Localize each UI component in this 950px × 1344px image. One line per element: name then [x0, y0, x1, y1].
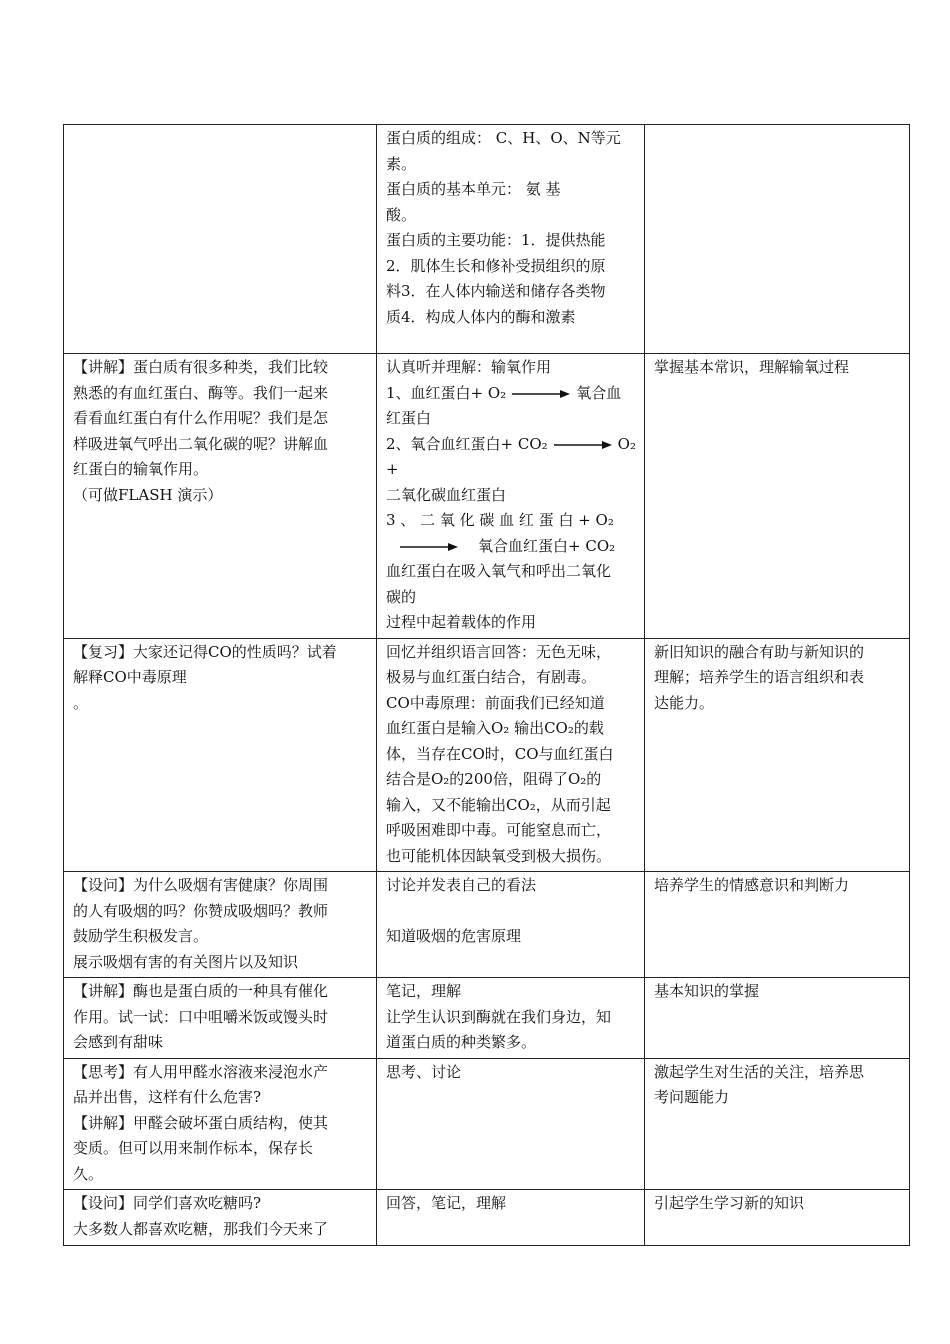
text-line: 作用。试一试：口中咀嚼米饭或馒头时	[73, 1007, 329, 1026]
lesson-plan-table	[63, 124, 910, 1246]
equation-right: 氧合血红蛋白+ CO₂	[478, 536, 616, 555]
design-intent-cell	[645, 1190, 910, 1246]
text-line: 呼吸困难即中毒。可能窒息而亡，	[386, 821, 612, 839]
student-activity-cell	[377, 638, 645, 872]
design-intent-cell	[645, 354, 910, 639]
equation-right: O₂	[617, 434, 636, 453]
table-row	[64, 978, 910, 1059]
reaction-arrow-icon	[554, 440, 612, 450]
text-line: 酸。	[386, 205, 417, 224]
text-line: 变质。但可以用来制作标本，保存长	[73, 1139, 314, 1157]
text-line: 【讲解】蛋白质有很多种类，我们比较	[73, 358, 329, 376]
text-line: 蛋白质的基本单元： 氨 基	[386, 180, 561, 198]
text-line: 结合是O₂的200倍，阻碍了O₂的	[386, 770, 602, 788]
text-line: 知道吸烟的危害原理	[386, 926, 522, 945]
equation-left: 1、血红蛋白+ O₂	[386, 383, 507, 402]
text-line: 【设问】为什么吸烟有害健康？你周围	[73, 876, 329, 894]
equation-left: 2、氧合血红蛋白+ CO₂	[386, 434, 548, 453]
text-line: 【设问】同学们喜欢吃糖吗?	[73, 1194, 262, 1212]
text-line: 鼓励学生积极发言。	[73, 927, 209, 945]
student-activity-cell	[377, 978, 645, 1059]
text-line: 大多数人都喜欢吃糖，那我们今天来了	[73, 1219, 329, 1238]
text-line: 会感到有甜味	[73, 1033, 164, 1051]
text-line: 久。	[73, 1164, 104, 1183]
table-row	[64, 354, 910, 639]
text-line: 达能力。	[654, 693, 715, 712]
text-line: 【讲解】甲醛会破坏蛋白质结构，使其	[73, 1113, 329, 1132]
student-activity-cell	[377, 1058, 645, 1190]
text-line: 血红蛋白在吸入氧气和呼出二氧化	[386, 562, 612, 580]
student-activity-cell	[377, 1190, 645, 1246]
text-line: +	[386, 460, 399, 478]
spacer	[386, 899, 636, 924]
text-line: 回答，笔记，理解	[386, 1194, 507, 1212]
text-line: 培养学生的情感意识和判断力	[654, 876, 850, 894]
table-row	[64, 1190, 910, 1246]
text-line: 【复习】大家还记得CO的性质吗？试着	[73, 642, 337, 661]
text-line: 的人有吸烟的吗？你赞成吸烟吗？教师	[73, 901, 329, 920]
text-line: 掌握基本常识，理解输氧过程	[654, 358, 850, 376]
table-row	[64, 125, 910, 354]
teacher-activity-cell	[64, 125, 377, 354]
equation-line	[386, 534, 636, 560]
text-line: 血红蛋白是输入O₂ 输出CO₂的载	[386, 719, 604, 737]
teacher-activity-cell	[64, 1058, 377, 1190]
text-line: 考问题能力	[654, 1088, 730, 1106]
design-intent-cell	[645, 638, 910, 872]
text-line: 输入，又不能输出CO₂，从而引起	[386, 795, 611, 814]
text-line: 道蛋白质的种类繁多。	[386, 1033, 537, 1051]
text-line: 二氧化碳血红蛋白	[386, 485, 507, 504]
teacher-activity-cell	[64, 1190, 377, 1246]
text-line: 理解；培养学生的语言组织和表	[654, 668, 865, 686]
text-line: 看看血红蛋白有什么作用呢？我们是怎	[73, 409, 329, 427]
text-line: 。	[73, 693, 89, 712]
design-intent-cell	[645, 1058, 910, 1190]
text-line: 引起学生学习新的知识	[654, 1194, 805, 1212]
text-line: 碳的	[386, 587, 417, 606]
text-line: 回忆并组织语言回答：无色无味，	[386, 642, 612, 661]
student-activity-cell	[377, 872, 645, 978]
text-line: 极易与血红蛋白结合，有剧毒。	[386, 668, 597, 686]
reaction-arrow-icon	[400, 542, 458, 552]
teacher-activity-cell	[64, 638, 377, 872]
text-line: （可做FLASH 演示）	[73, 485, 223, 504]
table-row	[64, 872, 910, 978]
student-activity-cell	[377, 125, 645, 354]
text-line: 样吸进氧气呼出二氧化碳的呢？讲解血	[73, 434, 329, 453]
text-line: 红蛋白	[386, 409, 432, 427]
text-line: 新旧知识的融合有助与新知识的	[654, 642, 865, 661]
text-line: 品并出售，这样有什么危害?	[73, 1088, 262, 1106]
text-line: 料3．在人体内输送和储存各类物	[386, 282, 606, 300]
text-line: 3 、 二 氧 化 碳 血 红 蛋 白 + O₂	[386, 511, 614, 529]
text-line: 过程中起着载体的作用	[386, 613, 537, 631]
equation-line	[386, 432, 636, 458]
text-line: 让学生认识到酶就在我们身边，知	[386, 1007, 612, 1026]
equation-line	[386, 381, 636, 407]
text-line: 【讲解】酶也是蛋白质的一种具有催化	[73, 982, 329, 1000]
text-line: 激起学生对生活的关注，培养思	[654, 1062, 865, 1081]
text-line: 基本知识的掌握	[654, 982, 760, 1000]
design-intent-cell	[645, 872, 910, 978]
text-line: 2．肌体生长和修补受损组织的原	[386, 256, 606, 275]
text-line: 讨论并发表自己的看法	[386, 876, 537, 894]
text-line: 质4．构成人体内的酶和激素	[386, 307, 576, 326]
text-line: 体，当存在CO时，CO与血红蛋白	[386, 744, 614, 763]
text-line: 蛋白质的主要功能：1．提供热能	[386, 231, 606, 249]
text-line: 【思考】有人用甲醛水溶液来浸泡水产	[73, 1062, 329, 1081]
teacher-activity-cell	[64, 872, 377, 978]
text-line: 熟悉的有血红蛋白、酶等。我们一起来	[73, 383, 329, 402]
table-row	[64, 638, 910, 872]
teacher-activity-cell	[64, 978, 377, 1059]
text-line: 蛋白质的组成： C、H、O、N等元	[386, 129, 621, 147]
text-line: 解释CO中毒原理	[73, 668, 187, 686]
text-line: 笔记，理解	[386, 982, 462, 1000]
text-line: 展示吸烟有害的有关图片以及知识	[73, 952, 299, 971]
text-line: 素。	[386, 154, 417, 173]
design-intent-cell	[645, 978, 910, 1059]
reaction-arrow-icon	[512, 389, 570, 399]
design-intent-cell	[645, 125, 910, 354]
table-row	[64, 1058, 910, 1190]
student-activity-cell	[377, 354, 645, 639]
text-line: 红蛋白的输氧作用。	[73, 460, 209, 478]
text-line: 认真听并理解：输氧作用	[386, 358, 552, 376]
text-line: 也可能机体因缺氧受到极大损伤。	[386, 846, 612, 865]
equation-right: 氧合血	[576, 383, 622, 402]
text-line: CO中毒原理：前面我们已经知道	[386, 693, 605, 712]
teacher-activity-cell	[64, 354, 377, 639]
text-line: 思考、讨论	[386, 1062, 462, 1081]
